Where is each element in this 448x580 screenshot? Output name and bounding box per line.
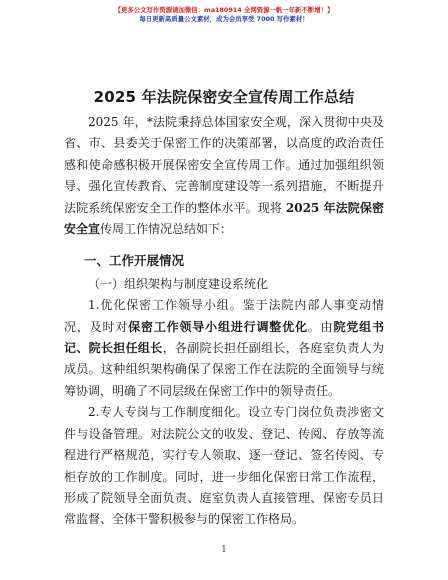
promo-banner-line1: 【更多公文写作资源请加微信：ma180914 全网资源一帆一年新不断增！】 [114,6,334,14]
subsection-heading: （一）组织架构与制度建设系统化 [88,276,269,291]
paragraph-2: 2.专人专岗与工作制度细化。设立专门岗位负责涉密文件与设备管理。对法院公文的收发、登记、传阅、存放等流程进行严格规范，实行专人领取、逐一登记、签名传阅、专柜存放的工作制度。同时，进一步细化保密日常工作流程，形成了院领导全面负责、庭室负责人直接管理、保密专员日常监督、全体干警积极参与的保密工作格局。 [64,405,384,527]
page-number: 1 [221,545,227,555]
document-title: 2025 年法院保密安全宣传周工作总结 [93,88,355,106]
intro-paragraph: 2025 年，*法院秉持总体国家安全观，深入贯彻中央及省、市、县委关于保密工作的决策部署，以高度的政治责任感和使命感积极开展保密安全宣传周工作。通过加强组织领导、强化宣传教育、完善制度建设等一系列措施，不断提升法院系统保密安全工作的整体水平。现将 2025 年法院保密安全宣传周工作情况总结如下： [64,115,384,237]
document-body [64,112,384,531]
section-heading: 一、工作开展情况 [84,253,185,269]
paragraph-1: 1.优化保密工作领导小组。鉴于法院内部人事变动情况，及时对保密工作领导小组进行调整优化。由院党组书记、院长担任组长，各副院长担任副组长，各庭室负责人为成员。这种组织架构确保了保密工作在法院的全面领导与统筹协调，明确了不同层级在保密工作中的领导责任。 [64,298,384,398]
promo-banner-line2: 每日更新高质量公文素材，成为会员享受 7000 写作素材！ [139,15,309,23]
promo-banner [0,6,448,24]
